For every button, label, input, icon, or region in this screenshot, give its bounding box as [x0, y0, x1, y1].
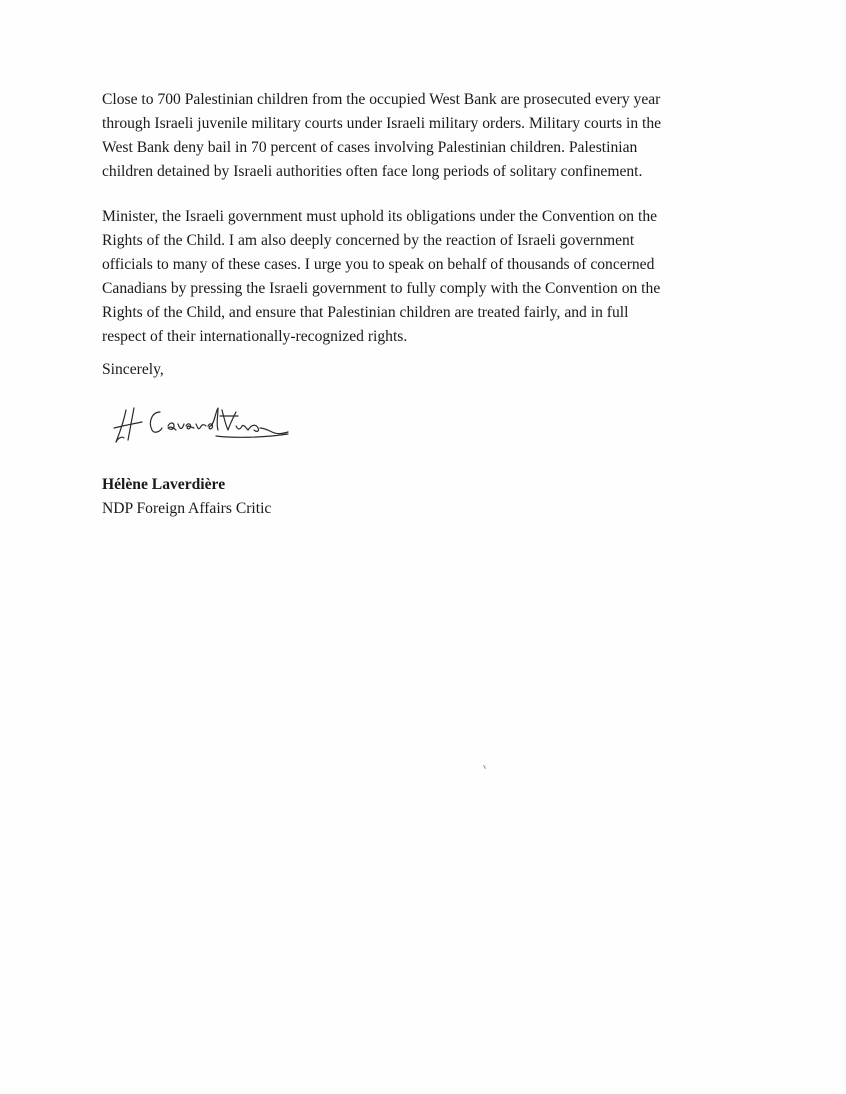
- text-line: officials to many of these cases. I urge you to speak on behalf of thousands of concerned: [102, 256, 655, 273]
- text-line: children detained by Israeli authorities often face long periods of solitary confinement.: [102, 163, 643, 180]
- signer-title: NDP Foreign Affairs Critic: [102, 500, 272, 517]
- paragraph-children-prosecution: [102, 88, 738, 184]
- text-line: Close to 700 Palestinian children from the occupied West Bank are prosecuted every year: [102, 91, 661, 108]
- signer-name: Hélène Laverdière: [102, 476, 226, 493]
- text-line: Rights of the Child. I am also deeply concerned by the reaction of Israeli government: [102, 232, 635, 249]
- handwritten-signature: [112, 402, 292, 448]
- text-line: through Israeli juvenile military courts under Israeli military orders. Military courts in the: [102, 115, 662, 132]
- scan-speck: [483, 765, 486, 769]
- text-line: Minister, the Israeli government must uphold its obligations under the Convention on the: [102, 208, 658, 225]
- text-line: respect of their internationally-recognized rights.: [102, 328, 408, 345]
- letter-body: [102, 88, 738, 370]
- text-line: West Bank deny bail in 70 percent of cases involving Palestinian children. Palestinian: [102, 139, 638, 156]
- closing-salutation: Sincerely,: [102, 361, 164, 378]
- text-line: Canadians by pressing the Israeli government to fully comply with the Convention on the: [102, 280, 661, 297]
- text-line: Rights of the Child, and ensure that Palestinian children are treated fairly, and in full: [102, 304, 629, 321]
- paragraph-minister-request: [102, 205, 738, 349]
